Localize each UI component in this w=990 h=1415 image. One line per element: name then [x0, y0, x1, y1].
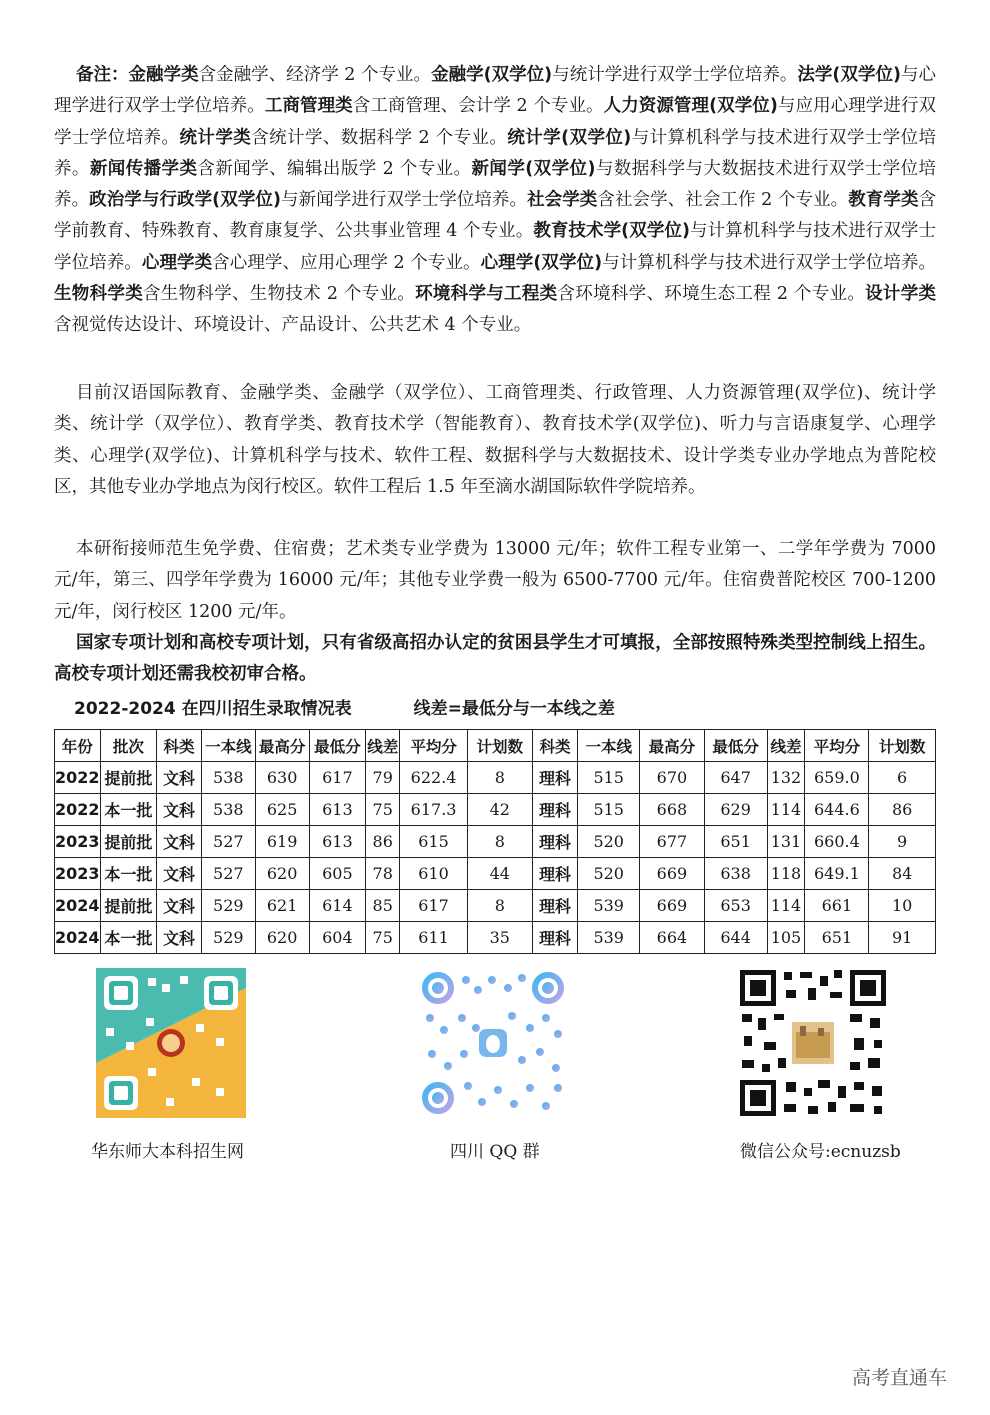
table-cell: 638 — [704, 858, 767, 890]
table-row — [55, 826, 936, 858]
table-cell: 527 — [201, 858, 255, 890]
table-row — [55, 794, 936, 826]
note-paragraph-special-plan: 国家专项计划和高校专项计划，只有省级高招办认定的贫困县学生才可填报，全部按照特殊类型控制线上招生。高校专项计划还需我校初审合格。 — [54, 633, 936, 685]
table-cell: 85 — [366, 890, 400, 922]
table-cell: 文科 — [157, 826, 202, 858]
note-paragraph-majors — [54, 60, 936, 342]
table-header-cell: 一本线 — [578, 730, 640, 762]
table-cell: 630 — [255, 762, 309, 794]
table-cell: 提前批 — [100, 762, 157, 794]
table-cell: 文科 — [157, 794, 202, 826]
table-cell: 8 — [467, 890, 532, 922]
table-cell: 539 — [578, 922, 640, 954]
table-cell: 649.1 — [805, 858, 869, 890]
table-header-cell: 计划数 — [467, 730, 532, 762]
major-name-bold: 金融学(双学位) — [431, 65, 553, 85]
table-cell: 613 — [309, 794, 366, 826]
watermark-text: 高考直通车 — [852, 1367, 948, 1389]
table-cell: 644 — [704, 922, 767, 954]
table-cell: 8 — [467, 762, 532, 794]
table-cell: 622.4 — [400, 762, 468, 794]
major-description: 含生物科学、生物技术 2 个专业。 — [143, 284, 416, 305]
table-cell: 619 — [255, 826, 309, 858]
table-cell: 提前批 — [100, 890, 157, 922]
table-cell: 2024 — [55, 922, 101, 954]
table-cell: 515 — [578, 794, 640, 826]
major-name-bold: 生物科学类 — [54, 284, 143, 305]
major-description: 含金融学、经济学 2 个专业。 — [198, 65, 432, 85]
table-cell: 529 — [201, 922, 255, 954]
table-cell: 理科 — [532, 762, 578, 794]
table-cell: 664 — [640, 922, 705, 954]
table-title: 2022-2024 在四川招生录取情况表 — [74, 699, 352, 719]
website-qr-code-icon — [96, 968, 246, 1118]
table-cell: 78 — [366, 858, 400, 890]
admission-table — [54, 729, 936, 954]
table-cell: 625 — [255, 794, 309, 826]
major-description: 含学前教育、特殊教育、教育康复学、公共事业管理 4 个专业。 — [54, 190, 937, 242]
table-cell: 613 — [309, 826, 366, 858]
table-cell: 621 — [255, 890, 309, 922]
table-cell: 8 — [467, 826, 532, 858]
table-cell: 114 — [767, 794, 805, 826]
table-header-cell: 计划数 — [869, 730, 936, 762]
table-cell: 659.0 — [805, 762, 869, 794]
table-header-cell: 科类 — [157, 730, 202, 762]
table-header-cell: 最低分 — [704, 730, 767, 762]
table-cell: 527 — [201, 826, 255, 858]
table-cell: 647 — [704, 762, 767, 794]
table-cell: 理科 — [532, 826, 578, 858]
table-header-cell: 科类 — [532, 730, 578, 762]
table-header-row — [55, 730, 936, 762]
table-cell: 2023 — [55, 826, 101, 858]
note-paragraph-fees: 本研衔接师范生免学费、住宿费；艺术类专业学费为 13000 元/年；软件工程专业第一、二学年学费为 7000 元/年，第三、四学年学费为 16000 元/年；其他专业学费一般为 6500-7700 元/年。住宿费普陀校区 700-1200 元/年，闵行校区 1200 元/年。 — [54, 539, 936, 622]
major-description: 与计算机科学与技术进行双学士学位培养。 — [54, 221, 936, 273]
wechat-qr-caption: 微信公众号:ecnuzsb — [740, 1142, 901, 1162]
table-row — [55, 858, 936, 890]
table-cell: 617 — [400, 890, 468, 922]
table-cell: 670 — [640, 762, 705, 794]
table-cell: 131 — [767, 826, 805, 858]
table-cell: 2023 — [55, 858, 101, 890]
table-cell: 629 — [704, 794, 767, 826]
table-header-cell: 最高分 — [255, 730, 309, 762]
major-name-bold: 新闻传播学类 — [89, 158, 198, 179]
table-cell: 538 — [201, 762, 255, 794]
table-cell: 605 — [309, 858, 366, 890]
table-cell: 6 — [869, 762, 936, 794]
table-cell: 669 — [640, 858, 705, 890]
table-cell: 610 — [400, 858, 468, 890]
table-cell: 91 — [869, 922, 936, 954]
table-cell: 文科 — [157, 890, 202, 922]
table-cell: 611 — [400, 922, 468, 954]
table-cell: 132 — [767, 762, 805, 794]
major-description: 含工商管理、会计学 2 个专业。 — [352, 96, 604, 117]
table-cell: 660.4 — [805, 826, 869, 858]
table-cell: 651 — [805, 922, 869, 954]
table-cell: 114 — [767, 890, 805, 922]
table-cell: 515 — [578, 762, 640, 794]
table-header-cell: 最高分 — [640, 730, 705, 762]
major-description: 含新闻学、编辑出版学 2 个专业。 — [197, 158, 472, 179]
table-cell: 86 — [366, 826, 400, 858]
table-cell: 文科 — [157, 762, 202, 794]
major-name-bold: 法学(双学位) — [797, 65, 901, 85]
major-description: 含心理学、应用心理学 2 个专业。 — [212, 252, 481, 273]
table-cell: 理科 — [532, 858, 578, 890]
table-cell: 520 — [578, 858, 640, 890]
table-cell: 614 — [309, 890, 366, 922]
table-cell: 2024 — [55, 890, 101, 922]
table-cell: 2022 — [55, 762, 101, 794]
major-description: 含社会学、社会工作 2 个专业。 — [597, 190, 849, 211]
table-cell: 661 — [805, 890, 869, 922]
table-cell: 本一批 — [100, 858, 157, 890]
major-description: 含统计学、数据科学 2 个专业。 — [251, 127, 508, 148]
major-description: 与心理学进行双学士学位培养。 — [54, 65, 937, 117]
table-cell: 本一批 — [100, 794, 157, 826]
table-cell: 84 — [869, 858, 936, 890]
table-cell: 653 — [704, 890, 767, 922]
major-description: 含环境科学、环境生态工程 2 个专业。 — [557, 284, 866, 305]
major-description: 与计算机科学与技术进行双学士学位培养。 — [602, 252, 937, 273]
table-title-row — [74, 694, 615, 719]
table-cell: 651 — [704, 826, 767, 858]
table-header-cell: 年份 — [55, 730, 101, 762]
major-name-bold: 设计学类 — [865, 284, 937, 305]
table-cell: 理科 — [532, 922, 578, 954]
table-cell: 669 — [640, 890, 705, 922]
major-description: 与计算机科学与技术进行双学士学位培养。 — [54, 127, 937, 179]
major-name-bold: 人力资源管理(双学位) — [603, 96, 778, 117]
table-cell: 本一批 — [100, 922, 157, 954]
major-name-bold: 备注： — [76, 65, 129, 85]
table-header-cell: 一本线 — [201, 730, 255, 762]
table-cell: 35 — [467, 922, 532, 954]
table-cell: 10 — [869, 890, 936, 922]
table-cell: 文科 — [157, 922, 202, 954]
major-name-bold: 统计学类 — [179, 127, 252, 148]
table-header-cell: 最低分 — [309, 730, 366, 762]
table-cell: 604 — [309, 922, 366, 954]
major-name-bold: 金融学类 — [128, 65, 199, 85]
major-description: 与数据科学与大数据技术进行双学士学位培养。 — [54, 158, 937, 211]
note-paragraph-campus: 目前汉语国际教育、金融学类、金融学（双学位）、工商管理类、行政管理、人力资源管理(双学位)、统计学类、统计学（双学位）、教育学类、教育技术学（智能教育）、教育技术学(双学位)、听力与言语康复学、心理学类、心理学(双学位)、计算机科学与技术、软件工程、数据科学与大数据技术、设计学类专业办学地点为普陀校区，其他专业办学地点为闵行校区。软件工程后 1.5 年至滴水湖国际软件学院培养。 — [54, 383, 936, 497]
major-name-bold: 社会学类 — [527, 190, 598, 211]
qq-group-qr-code-icon — [418, 968, 568, 1118]
table-cell: 644.6 — [805, 794, 869, 826]
major-name-bold: 工商管理类 — [264, 96, 353, 117]
table-cell: 538 — [201, 794, 255, 826]
major-description: 含视觉传达设计、环境设计、产品设计、公共艺术 4 个专业。 — [54, 315, 532, 336]
table-cell: 86 — [869, 794, 936, 826]
major-description: 与统计学进行双学士学位培养。 — [552, 65, 798, 85]
major-name-bold: 教育技术学(双学位) — [533, 221, 690, 242]
table-row — [55, 890, 936, 922]
qq-qr-caption: 四川 QQ 群 — [450, 1142, 540, 1162]
major-name-bold: 政治学与行政学(双学位) — [89, 190, 281, 211]
major-description: 与应用心理学进行双学士学位培养。 — [54, 96, 937, 148]
table-cell: 2022 — [55, 794, 101, 826]
table-row — [55, 922, 936, 954]
table-cell: 理科 — [532, 794, 578, 826]
table-cell: 620 — [255, 858, 309, 890]
table-cell: 提前批 — [100, 826, 157, 858]
table-row — [55, 762, 936, 794]
major-name-bold: 环境科学与工程类 — [415, 284, 558, 305]
table-cell: 668 — [640, 794, 705, 826]
table-cell: 79 — [366, 762, 400, 794]
major-description: 与新闻学进行双学士学位培养。 — [280, 190, 528, 211]
table-header-cell: 平均分 — [805, 730, 869, 762]
table-cell: 539 — [578, 890, 640, 922]
table-header-cell: 平均分 — [400, 730, 468, 762]
table-cell: 文科 — [157, 858, 202, 890]
major-name-bold: 统计学(双学位) — [507, 127, 632, 148]
table-cell: 44 — [467, 858, 532, 890]
table-cell: 9 — [869, 826, 936, 858]
table-cell: 620 — [255, 922, 309, 954]
major-name-bold: 新闻学(双学位) — [471, 158, 596, 179]
major-name-bold: 心理学(双学位) — [480, 252, 603, 273]
table-cell: 615 — [400, 826, 468, 858]
major-name-bold: 心理学类 — [141, 252, 213, 273]
table-header-cell: 线差 — [366, 730, 400, 762]
table-cell: 617.3 — [400, 794, 468, 826]
table-cell: 75 — [366, 794, 400, 826]
table-cell: 105 — [767, 922, 805, 954]
table-cell: 520 — [578, 826, 640, 858]
table-cell: 75 — [366, 922, 400, 954]
table-cell: 42 — [467, 794, 532, 826]
table-cell: 617 — [309, 762, 366, 794]
website-qr-caption: 华东师大本科招生网 — [91, 1142, 244, 1162]
table-header-cell: 线差 — [767, 730, 805, 762]
table-cell: 677 — [640, 826, 705, 858]
major-name-bold: 教育学类 — [848, 190, 919, 211]
table-cell: 理科 — [532, 890, 578, 922]
table-note: 线差=最低分与一本线之差 — [413, 699, 615, 719]
table-cell: 529 — [201, 890, 255, 922]
wechat-qr-code-icon — [738, 968, 888, 1118]
table-cell: 118 — [767, 858, 805, 890]
table-header-cell: 批次 — [100, 730, 157, 762]
